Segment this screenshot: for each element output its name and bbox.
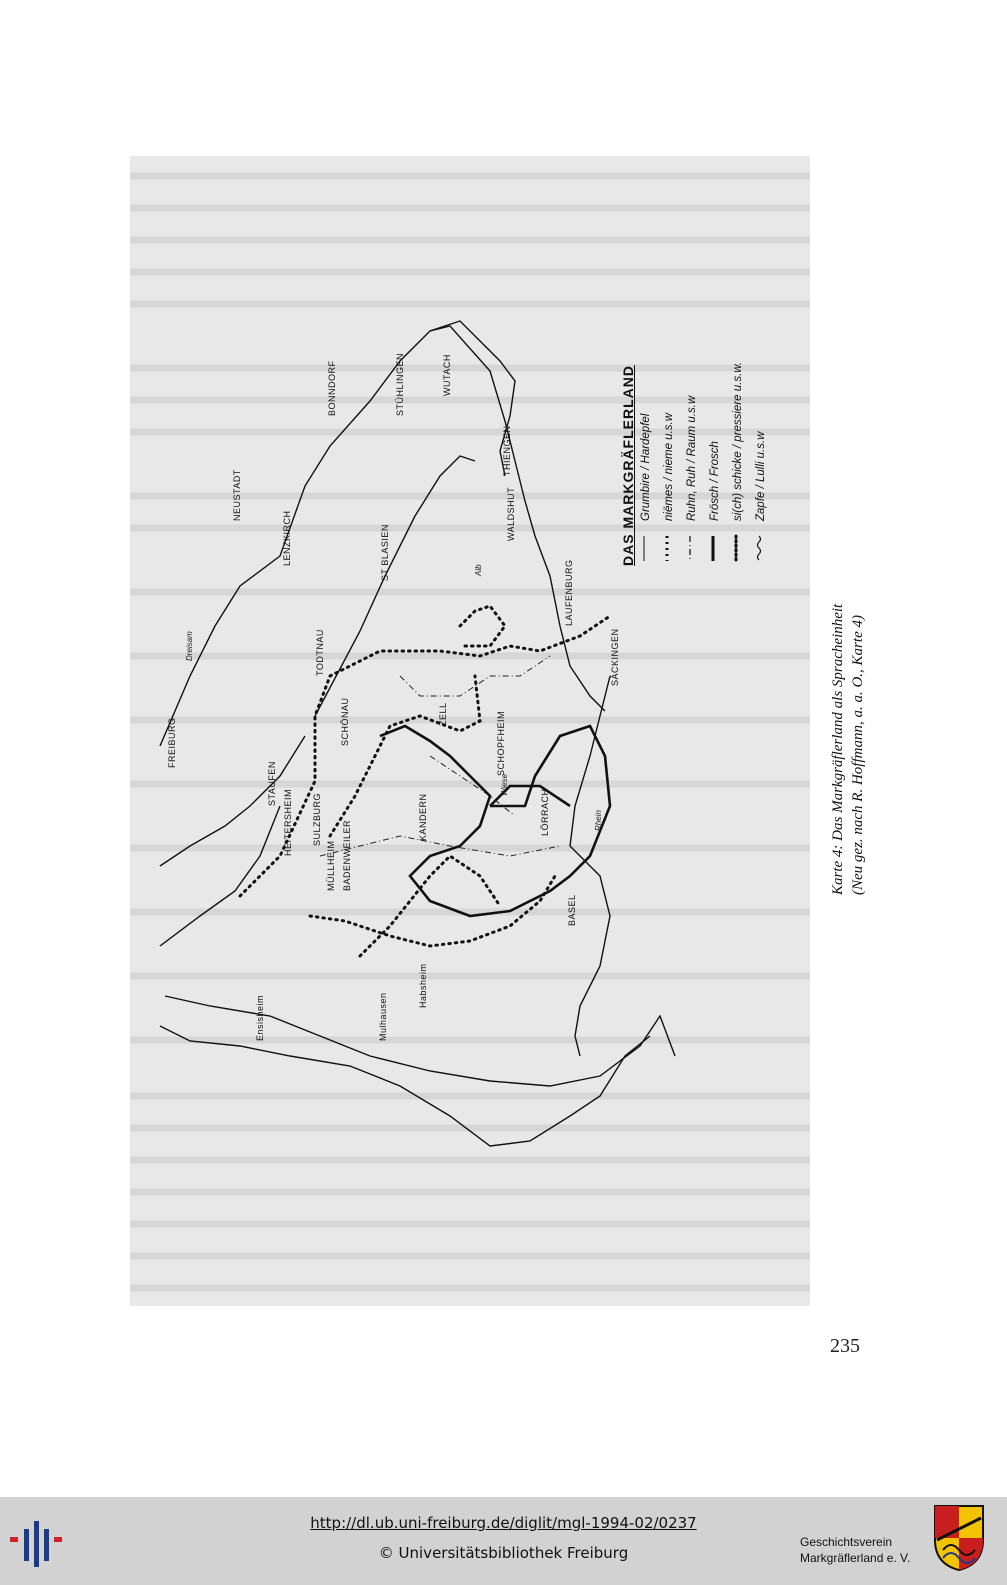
- place-staufen: STAUFEN: [267, 761, 277, 806]
- border-line-river-rhine-east: [570, 676, 610, 1056]
- dialect-map-drawing: [130, 156, 810, 1306]
- place-mulhausen: Mulhausen: [378, 992, 388, 1041]
- border-line-south: [165, 996, 675, 1086]
- place-bonndorf: BONNDORF: [327, 360, 337, 416]
- caption-line-2: (Neu gez. nach R. Hoffmann, a. a. O., Karte 4): [850, 615, 866, 895]
- boundary-bold-froesch: [380, 726, 610, 916]
- copyright-text: © Universitätsbibliothek Freiburg: [378, 1544, 629, 1562]
- place-neustadt: NEUSTADT: [232, 469, 242, 521]
- river-alb: Alb: [474, 564, 483, 576]
- document-url-link[interactable]: http://dl.ub.uni-freiburg.de/diglit/mgl-1994-02/0237: [310, 1514, 697, 1532]
- river-dreisam: Dreisam: [185, 631, 194, 661]
- society-name-line-1: Geschichtsverein: [800, 1535, 893, 1549]
- place-zell: ZELL: [438, 702, 448, 726]
- page-number: 235: [830, 1335, 860, 1357]
- river-wiese: Wiese: [500, 773, 509, 796]
- place-heitersheim: HEITERSHEIM: [283, 788, 293, 856]
- scanned-map-page: [130, 156, 810, 1306]
- place-lorrach: LÖRRACH: [540, 788, 550, 836]
- place-freiburg: FREIBURG: [167, 717, 177, 768]
- boundary-dotted-loop: [460, 606, 505, 646]
- place-laufenburg: LAUFENBURG: [564, 559, 574, 626]
- coat-of-arms-icon: [933, 1504, 985, 1572]
- place-kandern: KANDERN: [418, 793, 428, 841]
- place-thiengen: THIENGEN: [502, 425, 512, 476]
- place-mullheim: MÜLLHEIM: [326, 840, 336, 891]
- place-lenzkirch: LENZKIRCH: [282, 510, 292, 566]
- place-ensisheim: Ensisheim: [255, 994, 265, 1041]
- legend-item-3: Ruhn, Ruh / Raum u.s.w: [686, 395, 698, 521]
- border-line-north: [160, 321, 515, 746]
- border-line-west-2: [160, 806, 280, 946]
- legend-item-2: niëmes / nieme u.s.w: [663, 412, 675, 521]
- border-line-east: [315, 456, 475, 716]
- legend-item-6: Zapfe / Lulli u.s.w: [755, 431, 767, 521]
- place-wutach: WUTACH: [442, 354, 452, 396]
- legend-item-1: Grumbire / Hardepfel: [640, 413, 652, 521]
- society-name: [800, 1534, 910, 1566]
- place-st-blasien: ST BLASIEN: [380, 524, 390, 581]
- legend-swatch-wavy: [758, 536, 761, 560]
- legend-title: DAS MARKGRÄFLERLAND: [620, 365, 636, 566]
- place-basel: BASEL: [567, 894, 577, 926]
- society-name-line-2: Markgräflerland e. V.: [800, 1551, 911, 1565]
- place-sackingen: SÄCKINGEN: [610, 628, 620, 686]
- place-schonau: SCHÖNAU: [340, 697, 350, 746]
- place-schopfheim: SCHOPFHEIM: [496, 710, 506, 776]
- legend-swatches: [638, 531, 798, 571]
- place-stuhlingen: STÜHLINGEN: [395, 352, 405, 416]
- boundary-dotted-south: [360, 856, 500, 956]
- legend-item-4: Frösch / Frosch: [709, 441, 721, 521]
- caption-line-1: Karte 4: Das Markgräflerland als Spracheinheit: [830, 603, 846, 895]
- place-badenweiler: BADENWEILER: [342, 819, 352, 891]
- place-habsheim: Habsheim: [418, 963, 428, 1008]
- legend-item-5: si(ch) schicke / pressiere u.s.w.: [732, 361, 744, 521]
- place-waldshut: WALDSHUT: [506, 486, 516, 541]
- footer-bar: [0, 1497, 1007, 1585]
- boundary-dotted-outer: [240, 616, 610, 896]
- boundary-dotted-inner: [330, 676, 480, 836]
- place-sulzburg: SULZBURG: [312, 792, 322, 846]
- river-rhein: Rhein: [594, 810, 603, 831]
- place-todtnau: TODTNAU: [315, 629, 325, 676]
